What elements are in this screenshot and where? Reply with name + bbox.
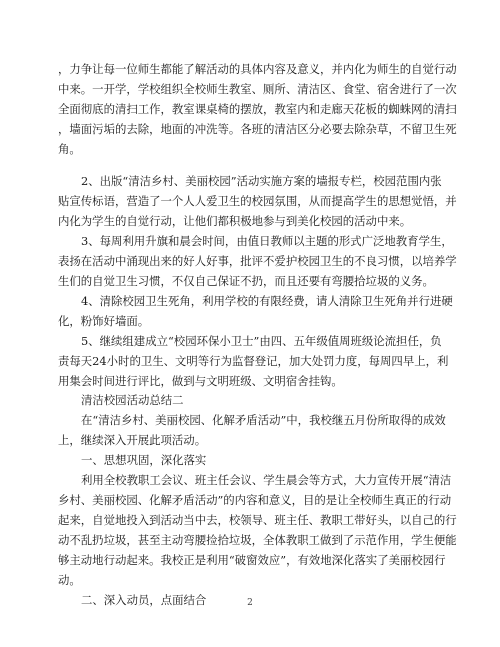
body-line: 内化为学生的自觉行动，让他们都积极地参与到美化校园的活动中来。 [58, 214, 412, 228]
body-line: 贴宣传标语，营造了一个人人爱卫生的校园氛围，从而提高学生的思想觉悟，并 [58, 194, 457, 208]
body-line: 全面彻底的清扫工作，教室课桌椅的摆放，教室内和走廊天花板的蜘蛛网的清扫 [58, 102, 457, 116]
body-line: 乡村、美丽校园、化解矛盾活动”的内容和意义，目的是让全校师生真正的行动 [58, 493, 452, 507]
section-heading: 二、深入动员，点面结合 [81, 593, 207, 607]
body-line: ，墙面污垢的去除，地面的冲洗等。各班的清洁区分必要去除杂草，不留卫生死 [58, 122, 457, 136]
section-title: 清洁校园活动总结二 [81, 393, 184, 407]
body-line: 动。 [58, 573, 81, 587]
body-line: 利用全校教职工会议、班主任会议、学生晨会等方式，大力宣传开展“清洁 [81, 473, 452, 487]
body-line: 责每天24小时的卫生、文明等行为监督登记，加大处罚力度，每周四早上，利 [58, 354, 449, 368]
page-number: 2 [247, 598, 253, 608]
body-line: 生们的自觉卫生习惯，不仅自己保证不扔，而且还要有弯腰拾垃圾的义务。 [58, 274, 434, 288]
body-line: 用集会时间进行评比，做到与文明班级、文明宿舍挂钩。 [58, 374, 343, 388]
body-line: 表扬在活动中涌现出来的好人好事，批评不爱护校园卫生的不良习惯，以培养学 [58, 254, 457, 268]
body-line: 3、每周利用升旗和晨会时间，由值日教师以主题的形式广泛地教育学生， [81, 234, 453, 248]
body-line: 化，粉饰好墙面。 [58, 314, 150, 328]
body-line: ，力争让每一位师生都能了解活动的具体内容及意义，并内化为师生的自觉行动 [58, 62, 457, 76]
body-line: 在“清洁乡村、美丽校园、化解矛盾活动”中，我校继五月份所取得的成效 [81, 413, 446, 427]
body-line: 动不乱扔垃圾，甚至主动弯腰捡拾垃圾，全体教职工做到了示范作用，学生便能 [58, 533, 457, 547]
body-line: 5、继续组建成立“校园环保小卫士”由四、五年级值周班级论流担任，负 [81, 334, 442, 348]
body-line: 4、清除校园卫生死角，利用学校的有限经费，请人清除卫生死角并行进硬 [81, 294, 453, 308]
body-line: 2、出版“清洁乡村、美丽校园”活动实施方案的墙报专栏，校园范围内张 [81, 174, 442, 188]
body-line: 上，继续深入开展此项活动。 [58, 433, 207, 447]
body-line: 够主动地行动起来。我校正是利用“破窗效应”，有效地深化落实了美丽校园行 [58, 553, 446, 567]
body-line: 起来，自觉地投入到活动当中去，校领导、班主任、教职工带好头，以自己的行 [58, 513, 457, 527]
body-line: 中来。一开学，学校组织全校师生教室、厕所、清洁区、食堂、宿舍进行了一次 [58, 82, 457, 96]
body-line: 角。 [58, 142, 81, 156]
section-heading: 一、思想巩固，深化落实 [81, 453, 207, 467]
